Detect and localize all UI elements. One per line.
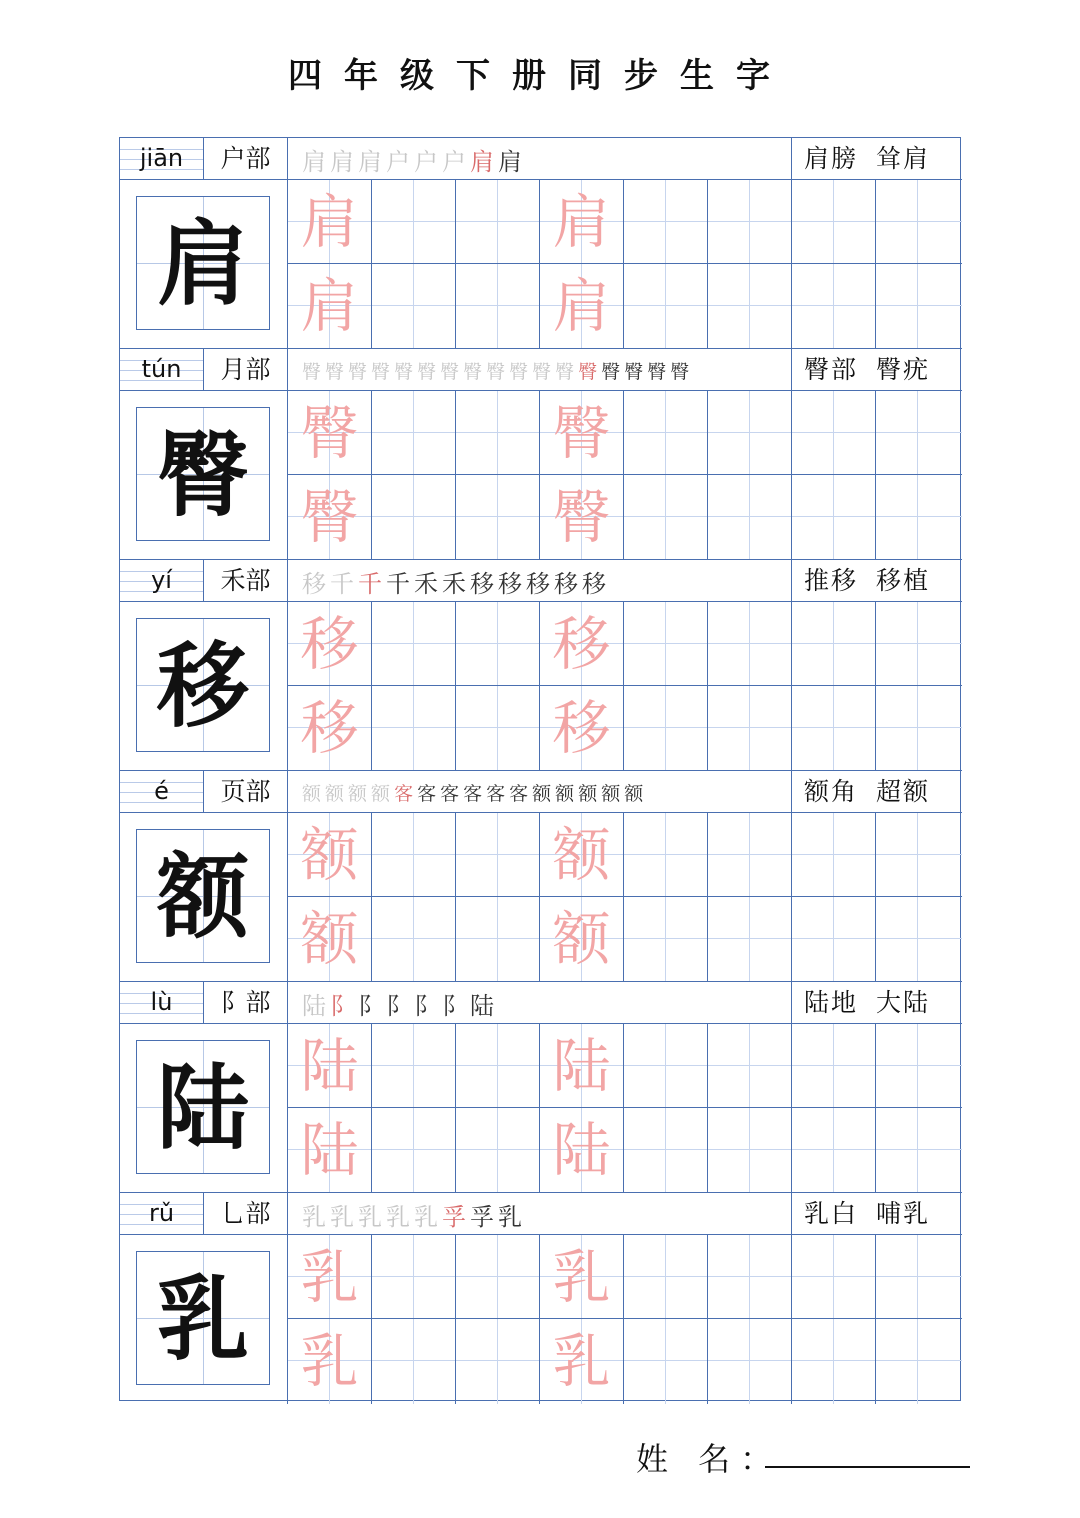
stroke-step: 孚 [470,1202,494,1231]
stroke-step: 千 [358,569,382,598]
practice-grid [288,180,962,349]
stroke-step: 臀 [417,360,437,383]
pinyin-text: rǔ [148,1199,175,1227]
practice-cell[interactable] [372,602,456,686]
char-row [120,982,962,1193]
practice-cell[interactable] [876,180,962,264]
example-word: 推移 [804,566,859,595]
practice-cell[interactable] [876,686,962,771]
pinyin-label [120,982,204,1024]
pinyin-label [120,560,204,602]
stroke-step: 移 [302,569,326,598]
stroke-step: 乳 [386,1202,410,1231]
practice-cell[interactable]: 臀 [540,391,624,475]
practice-cell[interactable] [624,1108,708,1193]
pinyin-text: é [154,777,169,805]
stroke-step: 客 [509,782,529,805]
stroke-step: 臀 [394,360,414,383]
practice-cell[interactable]: 肩 [288,264,372,349]
practice-cell[interactable]: 乳 [540,1319,624,1404]
row-header [120,982,962,1024]
stroke-step: 额 [325,782,345,805]
stroke-step: 肩 [302,147,326,176]
practice-cell[interactable] [708,1319,792,1404]
practice-cell[interactable] [624,686,708,771]
practice-cell[interactable]: 移 [288,686,372,771]
practice-cell[interactable] [708,1235,792,1319]
stroke-step: 阝 [358,991,382,1020]
stroke-step: 臀 [647,360,667,383]
example-words [792,771,962,813]
stroke-step: 千 [386,569,410,598]
stroke-step: 臀 [555,360,575,383]
stroke-step: 肩 [330,147,354,176]
practice-cell[interactable] [876,475,962,560]
pinyin-text: lù [150,988,173,1016]
stroke-step: 臀 [624,360,644,383]
practice-cell[interactable] [372,813,456,897]
practice-cell[interactable] [372,391,456,475]
stroke-step: 额 [578,782,598,805]
practice-cell[interactable] [456,1235,540,1319]
name-blank-line[interactable] [765,1466,970,1468]
stroke-step: 乳 [358,1202,382,1231]
stroke-step: 臀 [463,360,483,383]
example-word: 乳白 [804,1199,859,1228]
practice-cell[interactable] [372,897,456,982]
stroke-step: 臀 [509,360,529,383]
radical-label: 月部 [204,349,288,391]
practice-cell[interactable] [624,475,708,560]
practice-cell[interactable] [876,391,962,475]
practice-cell[interactable] [456,475,540,560]
practice-cell[interactable] [456,1024,540,1108]
example-words [792,1193,962,1235]
practice-sheet [119,137,961,1401]
practice-cell[interactable]: 乳 [288,1319,372,1404]
practice-cell[interactable]: 额 [540,897,624,982]
practice-cell[interactable] [792,391,876,475]
stroke-step: 阝 [414,991,438,1020]
practice-cell[interactable] [708,180,792,264]
stroke-step: 臀 [440,360,460,383]
practice-cell[interactable]: 肩 [288,180,372,264]
practice-cell[interactable] [708,813,792,897]
practice-cell[interactable]: 乳 [288,1235,372,1319]
model-char: 移 [136,618,270,752]
model-char-area [120,391,288,560]
stroke-order [288,560,792,602]
pinyin-label [120,138,204,180]
practice-cell[interactable] [624,1235,708,1319]
practice-cell[interactable] [876,897,962,982]
practice-cell[interactable] [792,264,876,349]
practice-cell[interactable] [372,180,456,264]
model-char-area [120,1235,288,1404]
practice-cell[interactable] [372,475,456,560]
practice-cell[interactable] [456,264,540,349]
stroke-step: 臀 [302,360,322,383]
stroke-step: 额 [371,782,391,805]
model-char-area [120,602,288,771]
practice-cell[interactable] [708,897,792,982]
practice-cell[interactable]: 乳 [540,1235,624,1319]
stroke-step: 肩 [498,147,522,176]
practice-cell[interactable]: 臀 [288,391,372,475]
stroke-step: 阝 [330,991,354,1020]
radical-label: 阝部 [204,982,288,1024]
model-char: 臀 [136,407,270,541]
stroke-step: 乳 [498,1202,522,1231]
practice-cell[interactable] [708,264,792,349]
practice-cell[interactable] [456,813,540,897]
practice-cell[interactable] [792,813,876,897]
practice-cell[interactable]: 陆 [540,1108,624,1193]
practice-cell[interactable] [708,391,792,475]
example-word: 移植 [876,566,931,595]
practice-cell[interactable] [876,602,962,686]
practice-cell[interactable] [624,180,708,264]
practice-cell[interactable]: 陆 [288,1108,372,1193]
practice-cell[interactable] [456,180,540,264]
stroke-step: 户 [414,147,438,176]
practice-cell[interactable] [792,1108,876,1193]
practice-grid [288,813,962,982]
practice-cell[interactable] [624,813,708,897]
example-word: 肩膀 [804,144,859,173]
radical-label: 页部 [204,771,288,813]
practice-cell[interactable] [624,897,708,982]
practice-cell[interactable] [876,1024,962,1108]
practice-cell[interactable] [708,475,792,560]
practice-cell[interactable] [372,1235,456,1319]
stroke-step: 肩 [470,147,494,176]
practice-cell[interactable]: 肩 [540,264,624,349]
stroke-step: 额 [532,782,552,805]
model-char: 肩 [136,196,270,330]
practice-cell[interactable] [456,602,540,686]
model-char-area [120,1024,288,1193]
practice-cell[interactable] [792,1235,876,1319]
pinyin-text: jiān [139,144,184,172]
stroke-order [288,771,792,813]
practice-cell[interactable] [372,1108,456,1193]
stroke-step: 臀 [670,360,690,383]
stroke-step: 孚 [442,1202,466,1231]
practice-cell[interactable] [876,264,962,349]
practice-cell[interactable] [876,1235,962,1319]
stroke-step: 移 [554,569,578,598]
stroke-step: 臀 [532,360,552,383]
practice-cell[interactable] [876,1319,962,1404]
stroke-step: 额 [624,782,644,805]
radical-label: 户部 [204,138,288,180]
practice-cell[interactable]: 肩 [540,180,624,264]
practice-cell[interactable] [456,1108,540,1193]
stroke-step: 臀 [371,360,391,383]
practice-cell[interactable]: 移 [540,602,624,686]
practice-cell[interactable] [876,813,962,897]
stroke-step: 臀 [486,360,506,383]
char-row [120,349,962,560]
model-char: 额 [136,829,270,963]
pinyin-text: tún [141,355,182,383]
example-words [792,138,962,180]
page-title: 四年级下册同步生字 [288,56,792,96]
pinyin-text: yí [151,566,172,594]
stroke-step: 客 [486,782,506,805]
stroke-step: 阝 [442,991,466,1020]
stroke-step: 臀 [348,360,368,383]
practice-cell[interactable] [792,1024,876,1108]
stroke-step: 陆 [302,991,326,1020]
example-word: 额角 [804,777,859,806]
pinyin-label [120,1193,204,1235]
char-row [120,1193,962,1404]
stroke-order [288,349,792,391]
practice-cell[interactable] [792,602,876,686]
stroke-step: 户 [386,147,410,176]
stroke-step: 移 [582,569,606,598]
stroke-step: 乳 [414,1202,438,1231]
model-char: 陆 [136,1040,270,1174]
practice-cell[interactable]: 臀 [540,475,624,560]
stroke-step: 移 [498,569,522,598]
stroke-step: 客 [417,782,437,805]
example-word: 耸肩 [876,144,931,173]
practice-cell[interactable] [792,180,876,264]
stroke-step: 禾 [442,569,466,598]
practice-cell[interactable] [792,1319,876,1404]
name-label: 姓 名： [636,1440,783,1478]
stroke-step: 移 [526,569,550,598]
stroke-step: 额 [348,782,368,805]
stroke-step: 客 [394,782,414,805]
practice-cell[interactable] [708,1108,792,1193]
stroke-step: 千 [330,569,354,598]
practice-cell[interactable]: 移 [288,602,372,686]
example-words [792,349,962,391]
example-word: 陆地 [804,988,859,1017]
stroke-order [288,982,792,1024]
practice-cell[interactable]: 额 [540,813,624,897]
practice-cell[interactable] [372,1319,456,1404]
practice-cell[interactable]: 额 [288,897,372,982]
row-header [120,560,962,602]
stroke-step: 陆 [470,991,494,1020]
pinyin-label [120,771,204,813]
practice-cell[interactable] [708,602,792,686]
practice-cell[interactable]: 额 [288,813,372,897]
stroke-step: 臀 [325,360,345,383]
practice-cell[interactable] [372,1024,456,1108]
practice-cell[interactable] [456,391,540,475]
practice-grid [288,391,962,560]
practice-cell[interactable] [624,1024,708,1108]
stroke-step: 臀 [578,360,598,383]
practice-cell[interactable] [456,1319,540,1404]
practice-cell[interactable] [456,897,540,982]
stroke-step: 户 [442,147,466,176]
practice-cell[interactable] [792,686,876,771]
practice-cell[interactable] [372,686,456,771]
example-word: 哺乳 [876,1199,931,1228]
practice-cell[interactable] [876,1108,962,1193]
pinyin-label [120,349,204,391]
row-header [120,349,962,391]
stroke-step: 乳 [302,1202,326,1231]
example-word: 大陆 [876,988,931,1017]
practice-cell[interactable]: 陆 [288,1024,372,1108]
practice-cell[interactable] [372,264,456,349]
practice-cell[interactable] [708,1024,792,1108]
char-row [120,138,962,349]
practice-cell[interactable] [624,1319,708,1404]
practice-grid [288,1235,962,1404]
practice-cell[interactable] [792,897,876,982]
model-char-area [120,813,288,982]
row-header [120,138,962,180]
model-char: 乳 [136,1251,270,1385]
practice-cell[interactable] [624,602,708,686]
practice-grid [288,1024,962,1193]
stroke-step: 客 [463,782,483,805]
stroke-step: 禾 [414,569,438,598]
stroke-step: 移 [470,569,494,598]
example-word: 臀疣 [876,355,931,384]
stroke-order [288,138,792,180]
practice-cell[interactable]: 臀 [288,475,372,560]
example-words [792,982,962,1024]
practice-cell[interactable]: 陆 [540,1024,624,1108]
radical-label: 禾部 [204,560,288,602]
stroke-step: 肩 [358,147,382,176]
row-header [120,1193,962,1235]
stroke-step: 额 [601,782,621,805]
stroke-order [288,1193,792,1235]
practice-grid [288,602,962,771]
stroke-step: 臀 [601,360,621,383]
example-word: 超额 [876,777,931,806]
practice-cell[interactable] [624,391,708,475]
model-char-area [120,180,288,349]
char-row [120,560,962,771]
stroke-step: 额 [555,782,575,805]
radical-label: 乚部 [204,1193,288,1235]
row-header [120,771,962,813]
practice-cell[interactable] [708,686,792,771]
stroke-step: 乳 [330,1202,354,1231]
practice-cell[interactable]: 移 [540,686,624,771]
practice-cell[interactable] [456,686,540,771]
stroke-step: 客 [440,782,460,805]
stroke-step: 阝 [386,991,410,1020]
char-row [120,771,962,982]
practice-cell[interactable] [792,475,876,560]
stroke-step: 额 [302,782,322,805]
practice-cell[interactable] [624,264,708,349]
example-word: 臀部 [804,355,859,384]
example-words [792,560,962,602]
